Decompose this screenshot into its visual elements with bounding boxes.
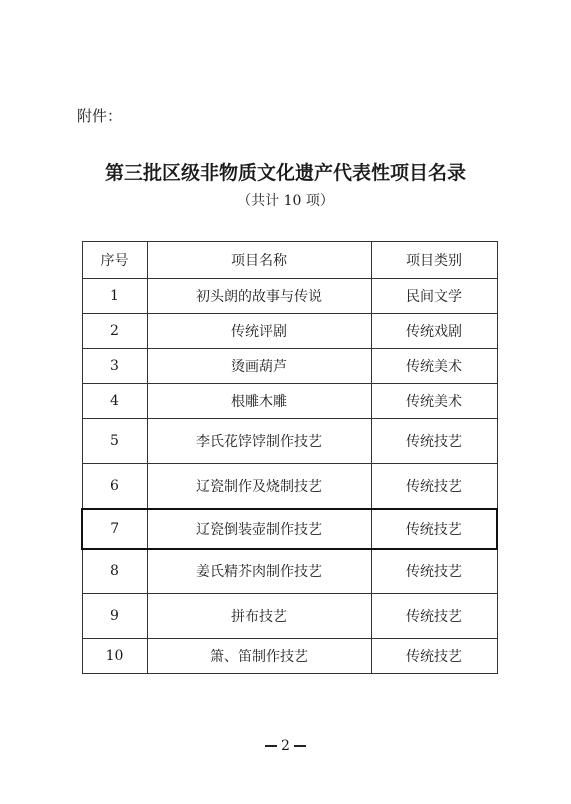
header-project-name: 项目名称 (147, 242, 371, 279)
row-project-name: 姜氏精芥肉制作技艺 (147, 549, 371, 594)
row-project-name: 传统评剧 (147, 314, 371, 349)
row-number: 2 (82, 314, 147, 349)
table-row (82, 279, 497, 314)
table-row (82, 464, 497, 509)
row-project-name: 根雕木雕 (147, 384, 371, 419)
table-row (82, 349, 497, 384)
table-row-highlighted (82, 509, 497, 549)
table-row (82, 314, 497, 349)
row-project-category: 传统美术 (371, 349, 497, 384)
row-project-name: 辽瓷制作及烧制技艺 (147, 464, 371, 509)
header-number: 序号 (82, 242, 147, 279)
header-project-category: 项目类别 (371, 242, 497, 279)
table-row (82, 549, 497, 594)
row-project-category: 传统技艺 (371, 594, 497, 639)
document-subtitle: （共计 10 项） (237, 193, 334, 209)
heritage-list-table (81, 241, 498, 674)
table-row (82, 419, 497, 464)
row-project-category: 民间文学 (371, 279, 497, 314)
row-number: 8 (82, 549, 147, 594)
row-number: 3 (82, 349, 147, 384)
row-project-category: 传统美术 (371, 384, 497, 419)
dash-right (294, 745, 306, 747)
row-number: 7 (82, 509, 147, 549)
page-number: 2 (281, 738, 290, 754)
row-number: 5 (82, 419, 147, 464)
row-project-name: 箫、笛制作技艺 (147, 639, 371, 674)
row-project-name: 辽瓷倒装壶制作技艺 (147, 509, 371, 549)
row-number: 4 (82, 384, 147, 419)
row-number: 1 (82, 279, 147, 314)
table-header-row (82, 242, 497, 279)
dash-left (265, 745, 277, 747)
table-row (82, 384, 497, 419)
row-number: 6 (82, 464, 147, 509)
row-project-category: 传统技艺 (371, 464, 497, 509)
row-project-category: 传统技艺 (371, 509, 497, 549)
row-project-name: 李氏花饽饽制作技艺 (147, 419, 371, 464)
row-number: 10 (82, 639, 147, 674)
row-project-name: 初头朗的故事与传说 (147, 279, 371, 314)
row-project-category: 传统技艺 (371, 549, 497, 594)
document-title: 第三批区级非物质文化遗产代表性项目名录 (104, 162, 466, 184)
row-project-name: 拼布技艺 (147, 594, 371, 639)
table-row (82, 639, 497, 674)
page-footer (0, 736, 571, 756)
row-project-category: 传统戏剧 (371, 314, 497, 349)
attachment-label: 附件： (77, 107, 123, 125)
row-project-category: 传统技艺 (371, 639, 497, 674)
row-project-category: 传统技艺 (371, 419, 497, 464)
table-row (82, 594, 497, 639)
row-number: 9 (82, 594, 147, 639)
row-project-name: 烫画葫芦 (147, 349, 371, 384)
